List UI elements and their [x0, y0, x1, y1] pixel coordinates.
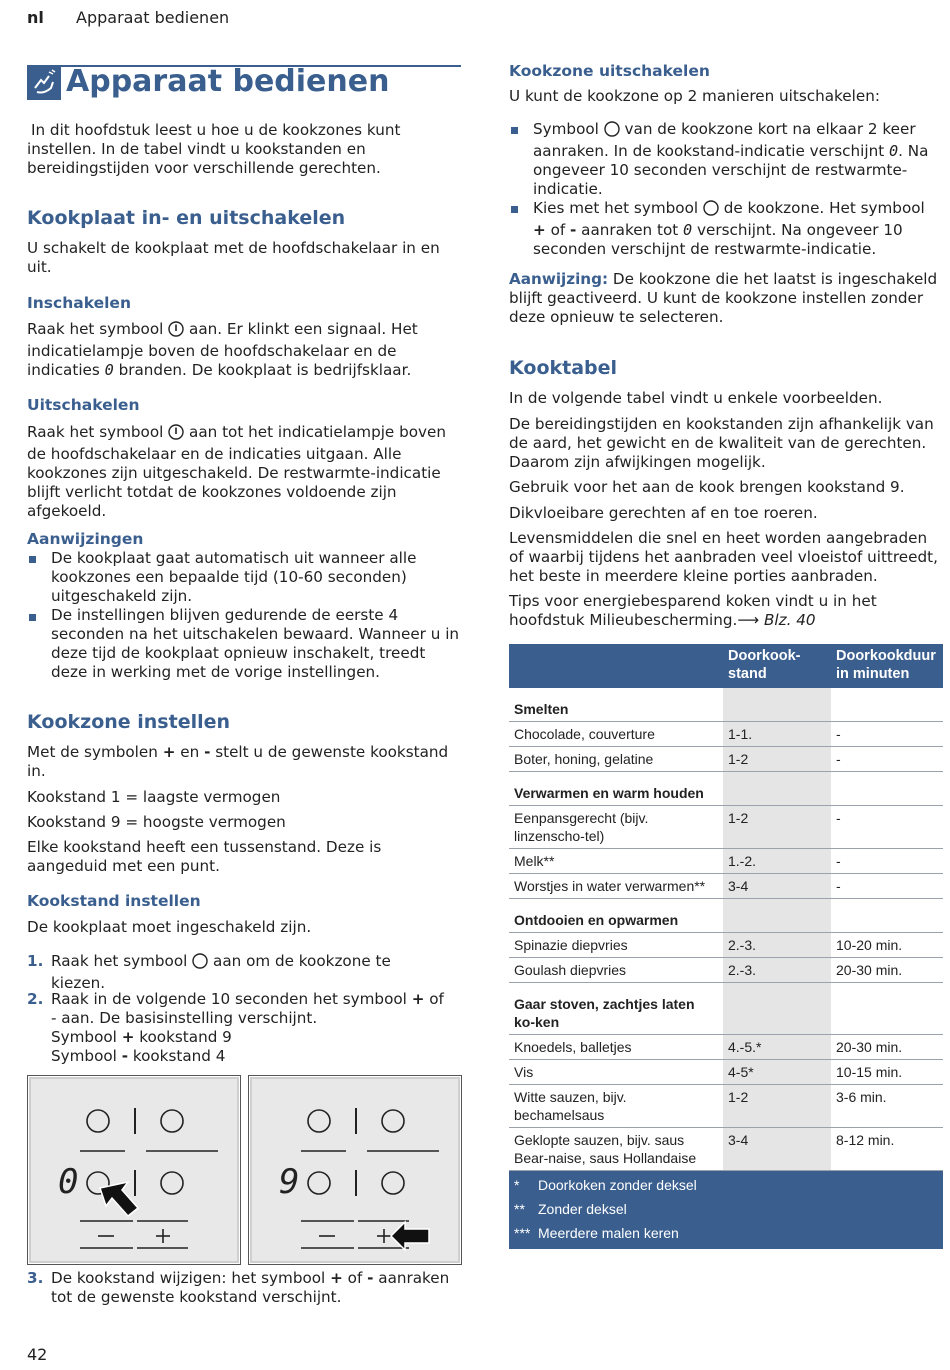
kookstand-line-1: Kookstand 1 = laagste vermogen: [27, 788, 281, 806]
control-panel-illustration-1: [27, 1075, 241, 1265]
duration-cell: 20-30 min.: [831, 1035, 943, 1060]
main-title: Apparaat bedienen: [66, 64, 390, 99]
step-number: 1.: [27, 952, 44, 970]
table-row: [509, 1128, 943, 1171]
subtitle-uitschakelen: Uitschakelen: [27, 396, 140, 414]
onoff-text: U schakelt de kookplaat met de hoofdschakelaar in en uit.: [27, 239, 440, 276]
duration-cell: -: [831, 722, 943, 747]
table-footnotes: [509, 1171, 943, 1250]
table-row: [509, 722, 943, 747]
duration-cell: -: [831, 849, 943, 874]
table-cell: [831, 772, 943, 806]
bullet-icon: [511, 206, 518, 213]
dish-cell: Spinazie diepvries: [509, 933, 723, 958]
table-row: [509, 806, 943, 849]
level-cell: 1-2: [723, 806, 831, 849]
table-header: [509, 644, 943, 688]
control-panel-illustration-2: [248, 1075, 462, 1265]
arrow-right-icon: ⟶: [737, 611, 760, 629]
level-cell: 4-5*: [723, 1060, 831, 1085]
kookstand-line-3: Elke kookstand heeft een tussenstand. Deze is aangeduid met een punt.: [27, 838, 382, 875]
step-1: Raak het symbool aan om de kookzone te kiezen.: [51, 952, 391, 992]
inschakelen-text: Raak het symbool aan. Er klinkt een signaal. Het indicatielampje boven de hoofdschakelaar en de indicaties 0 branden. De kookplaat is bedrijfsklaar.: [27, 320, 418, 379]
level-cell: 1-2: [723, 747, 831, 772]
dish-cell: Eenpansgerecht (bijv. linzenscho-tel): [509, 806, 723, 849]
digit-display: 9: [279, 1162, 300, 1202]
section-title-kookzone: Kookzone instellen: [27, 711, 231, 733]
section-title-kooktabel: Kooktabel: [509, 357, 618, 379]
table-row: [509, 849, 943, 874]
header-title: Apparaat bedienen: [76, 8, 230, 27]
dish-cell: Chocolade, couverture: [509, 722, 723, 747]
kooktabel-p5: Levensmiddelen die snel en heet worden aangebraden of waarbij tijdens het aanbraden veel vloeistof uittreedt, het beste in meerdere kleine porties aanbraden.: [509, 529, 938, 585]
group-label: Gaar stoven, zachtjes laten ko-ken: [509, 983, 723, 1035]
dish-cell: Vis: [509, 1060, 723, 1085]
duration-cell: -: [831, 806, 943, 849]
footnote: ** Zonder deksel: [514, 1201, 627, 1217]
note-1: De kookplaat gaat automatisch uit wanneer alle kookzones een bepaalde tijd (10-60 seconden) uitgeschakeld zijn.: [51, 549, 417, 605]
table-row: [509, 874, 943, 899]
uitschakelen-text: Raak het symbool aan tot het indicatielampje boven de hoofdschakelaar en de indicaties uitgaan. Alle kookzones zijn uitgeschakeld. De restwarmte-indicatie blijft verlicht totdat de kookzones voldoende zijn afgekoeld.: [27, 423, 446, 520]
zero-digit-icon: 0: [683, 221, 693, 239]
group-label: Smelten: [509, 688, 723, 722]
duration-cell: 20-30 min.: [831, 958, 943, 983]
table-cell: [831, 899, 943, 933]
bullet-icon: [511, 127, 518, 134]
level-cell: 2.-3.: [723, 933, 831, 958]
duration-cell: 10-15 min.: [831, 1060, 943, 1085]
table-cell: [723, 772, 831, 806]
duration-cell: 3-6 min.: [831, 1085, 943, 1128]
duration-cell: -: [831, 747, 943, 772]
level-cell: 3-4: [723, 874, 831, 899]
kooktabel-p1: In de volgende tabel vindt u enkele voorbeelden.: [509, 389, 883, 407]
dish-cell: Knoedels, balletjes: [509, 1035, 723, 1060]
kooktabel-p6: Tips voor energiebesparend koken vindt u in het hoofdstuk Milieubescherming.⟶ Blz. 40: [509, 592, 877, 629]
dish-cell: Melk**: [509, 849, 723, 874]
dish-cell: Boter, honing, gelatine: [509, 747, 723, 772]
table-cell: [831, 983, 943, 1035]
table-row: [509, 933, 943, 958]
hint-paragraph: Aanwijzing: De kookzone die het laatst is ingeschakeld blijft geactiveerd. U kunt de kookzone instellen zonder deze opnieuw te selecteren.: [509, 270, 938, 326]
circle-icon: [604, 121, 620, 142]
duration-cell: -: [831, 874, 943, 899]
footnote: * Doorkoken zonder deksel: [514, 1177, 697, 1193]
off-text: U kunt de kookzone op 2 manieren uitschakelen:: [509, 87, 880, 105]
kookzone-text: Met de symbolen + en - stelt u de gewenste kookstand in.: [27, 743, 449, 780]
table-group-row: [509, 688, 943, 722]
intro-paragraph: In dit hoofdstuk leest u hoe u de kookzones kunt instellen. In de tabel vindt u kookstanden en bereidingstijden voor verschillende gerechten.: [27, 121, 401, 177]
table-row: [509, 1035, 943, 1060]
subtitle-aanwijzingen: Aanwijzingen: [27, 530, 144, 548]
group-label: Verwarmen en warm houden: [509, 772, 723, 806]
off-bullet-2: Kies met het symbool de kookzone. Het symbool + of - aanraken tot 0 verschijnt. Na ongeveer 10 seconden verschijnt de restwarmte-indicatie.: [533, 199, 925, 258]
level-cell: 4.-5.*: [723, 1035, 831, 1060]
level-cell: 1-2: [723, 1085, 831, 1128]
duration-cell: 8-12 min.: [831, 1128, 943, 1171]
duration-cell: 10-20 min.: [831, 933, 943, 958]
group-label: Ontdooien en opwarmen: [509, 899, 723, 933]
dish-cell: Worstjes in water verwarmen**: [509, 874, 723, 899]
section-title-onoff: Kookplaat in- en uitschakelen: [27, 207, 346, 229]
circle-icon: [703, 200, 719, 221]
step-number: 2.: [27, 990, 44, 1008]
table-cell: [723, 983, 831, 1035]
language-tag: nl: [27, 8, 44, 27]
level-cell: 1-1.: [723, 722, 831, 747]
table-cell: [723, 688, 831, 722]
table-group-row: [509, 772, 943, 806]
dish-cell: Goulash diepvries: [509, 958, 723, 983]
note-2: De instellingen blijven gedurende de eerste 4 seconden na het uitschakelen bewaard. Wanneer u in deze tijd de kookplaat opnieuw inschakelt, treedt deze in werking met de vorige instellingen.: [51, 606, 460, 681]
kookstand-sub-text: De kookplaat moet ingeschakeld zijn.: [27, 918, 312, 936]
subtitle-inschakelen: Inschakelen: [27, 294, 131, 312]
step-number: 3.: [27, 1269, 44, 1287]
page-number: 42: [27, 1345, 48, 1364]
table-row: [509, 747, 943, 772]
table-header-cell: Doorkook-stand: [728, 648, 801, 682]
subtitle-uitschakelen-kookzone: Kookzone uitschakelen: [509, 62, 710, 80]
step-3: De kookstand wijzigen: het symbool + of - aanraken tot de gewenste kookstand verschijnt.: [51, 1269, 450, 1306]
circle-icon: [192, 953, 208, 974]
power-icon: [168, 321, 184, 342]
kooktabel-p4: Dikvloeibare gerechten af en toe roeren.: [509, 504, 818, 522]
level-cell: 3-4: [723, 1128, 831, 1171]
table-row: [509, 958, 943, 983]
power-icon: [168, 424, 184, 445]
table-row: [509, 1060, 943, 1085]
step-2: Raak in de volgende 10 seconden het symbool + of - aan. De basisinstelling verschijnt. Symbool + kookstand 9 Symbool - kookstand 4: [51, 990, 444, 1065]
table-group-row: [509, 983, 943, 1035]
kookstand-line-2: Kookstand 9 = hoogste vermogen: [27, 813, 286, 831]
table-cell: [831, 688, 943, 722]
page-reference[interactable]: Blz. 40: [763, 611, 816, 629]
table-header-cell: [509, 644, 723, 688]
table-cell: [723, 899, 831, 933]
footnote: *** Meerdere malen keren: [514, 1225, 679, 1241]
table-row: [509, 1085, 943, 1128]
bullet-icon: [29, 614, 36, 621]
subtitle-kookstand: Kookstand instellen: [27, 892, 201, 910]
bullet-icon: [29, 556, 36, 563]
level-cell: 1.-2.: [723, 849, 831, 874]
kooktabel-p2: De bereidingstijden en kookstanden zijn afhankelijk van de aard, het gewicht en de kwaliteit van de gerechten. Daarom zijn afwijkingen mogelijk.: [509, 415, 934, 471]
zero-digit-icon: 0: [889, 142, 899, 160]
zero-digit-icon: 0: [104, 361, 114, 379]
digit-display: 0: [58, 1162, 79, 1202]
kooktabel-p3: Gebruik voor het aan de kook brengen kookstand 9.: [509, 478, 905, 496]
hand-icon: [27, 66, 61, 100]
table-header-cell: Doorkookduur in minuten: [836, 648, 936, 682]
table-group-row: [509, 899, 943, 933]
off-bullet-1: Symbool van de kookzone kort na elkaar 2 keer aanraken. In de kookstand-indicatie verschijnt 0. Na ongeveer 10 seconden verschijnt de restwarmte-indicatie.: [533, 120, 929, 198]
dish-cell: Geklopte sauzen, bijv. saus Bear-naise, saus Hollandaise: [509, 1128, 723, 1171]
dish-cell: Witte sauzen, bijv. bechamelsaus: [509, 1085, 723, 1128]
hint-label: Aanwijzing:: [509, 270, 609, 288]
level-cell: 2.-3.: [723, 958, 831, 983]
cooking-table: [509, 644, 943, 1249]
